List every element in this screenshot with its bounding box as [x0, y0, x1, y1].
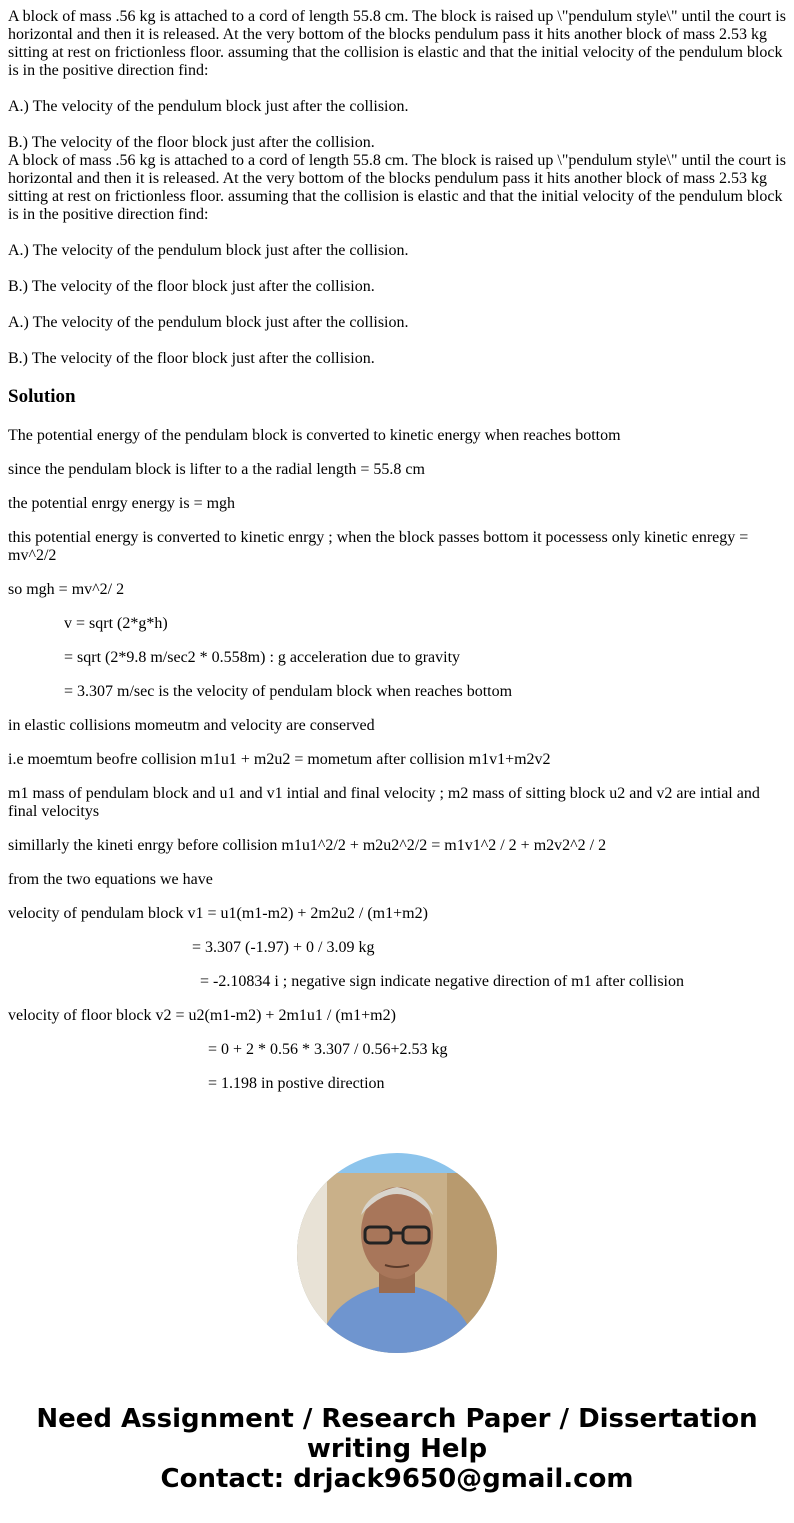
question-line: A block of mass .56 kg is attached to a cord of length 55.8 cm. The block is raised up \"pendulum style\" until the court is horizontal and then it is released. At the very bottom of the blocks pendulum pass it hits another block of mass 2.53 kg sitting at rest on frictionless floor. assuming that the collision is elastic and that the initial velocity of the pendulum block is in the positive direction find:: [8, 8, 786, 79]
footer-line-2: writing Help: [306, 1434, 488, 1464]
solution-paragraph: since the pendulam block is lifter to a the radial length = 55.8 cm: [8, 461, 425, 478]
solution-paragraph: velocity of floor block v2 = u2(m1-m2) + 2m1u1 / (m1+m2): [8, 1007, 396, 1024]
question-text: [8, 8, 788, 368]
question-line: A.) The velocity of the pendulum block just after the collision.: [8, 242, 409, 259]
solution-heading: Solution: [8, 386, 76, 407]
solution-paragraph: in elastic collisions momeutm and velocity are conserved: [8, 717, 375, 734]
solution-body: [8, 427, 788, 1109]
question-line: B.) The velocity of the floor block just after the collision.: [8, 134, 375, 151]
solution-paragraph: from the two equations we have: [8, 871, 213, 888]
question-line: A.) The velocity of the pendulum block just after the collision.: [8, 314, 409, 331]
solution-paragraph: simillarly the kineti enrgy before collision m1u1^2/2 + m2u2^2/2 = m1v1^2 / 2 + m2v2^2 / 2: [8, 837, 607, 854]
solution-paragraph: = 3.307 m/sec is the velocity of pendulam block when reaches bottom: [64, 683, 513, 700]
solution-paragraph: = 3.307 (-1.97) + 0 / 3.09 kg: [192, 939, 375, 956]
solution-paragraph: the potential enrgy energy is = mgh: [8, 495, 236, 512]
solution-paragraph: this potential energy is converted to kinetic enrgy ; when the block passes bottom it pocessess only kinetic enregy = mv^2/2: [8, 529, 749, 564]
footer-ad: [0, 1404, 794, 1494]
question-line: A block of mass .56 kg is attached to a cord of length 55.8 cm. The block is raised up \"pendulum style\" until the court is horizontal and then it is released. At the very bottom of the blocks pendulum pass it hits another block of mass 2.53 kg sitting at rest on frictionless floor. assuming that the collision is elastic and that the initial velocity of the pendulum block is in the positive direction find:: [8, 152, 786, 223]
solution-paragraph: v = sqrt (2*g*h): [64, 615, 168, 632]
solution-paragraph: i.e moemtum beofre collision m1u1 + m2u2 = mometum after collision m1v1+m2v2: [8, 751, 551, 768]
solution-paragraph: = 0 + 2 * 0.56 * 3.307 / 0.56+2.53 kg: [208, 1041, 448, 1058]
footer-contact[interactable]: Contact: drjack9650@gmail.com: [160, 1464, 634, 1494]
solution-paragraph: = 1.198 in postive direction: [208, 1075, 385, 1092]
author-avatar: [297, 1153, 497, 1353]
solution-paragraph: The potential energy of the pendulam block is converted to kinetic energy when reaches bottom: [8, 427, 621, 444]
solution-paragraph: m1 mass of pendulam block and u1 and v1 intial and final velocity ; m2 mass of sitting block u2 and v2 are intial and final velocitys: [8, 785, 760, 820]
question-line: B.) The velocity of the floor block just after the collision.: [8, 350, 375, 367]
question-line: A.) The velocity of the pendulum block just after the collision.: [8, 98, 409, 115]
question-line: B.) The velocity of the floor block just after the collision.: [8, 278, 375, 295]
solution-paragraph: = sqrt (2*9.8 m/sec2 * 0.558m) : g acceleration due to gravity: [64, 649, 461, 666]
solution-paragraph: so mgh = mv^2/ 2: [8, 581, 125, 598]
footer-line-1: Need Assignment / Research Paper / Dissertation: [36, 1404, 758, 1434]
solution-paragraph: velocity of pendulam block v1 = u1(m1-m2) + 2m2u2 / (m1+m2): [8, 905, 428, 922]
solution-paragraph: = -2.10834 i ; negative sign indicate negative direction of m1 after collision: [200, 973, 684, 990]
